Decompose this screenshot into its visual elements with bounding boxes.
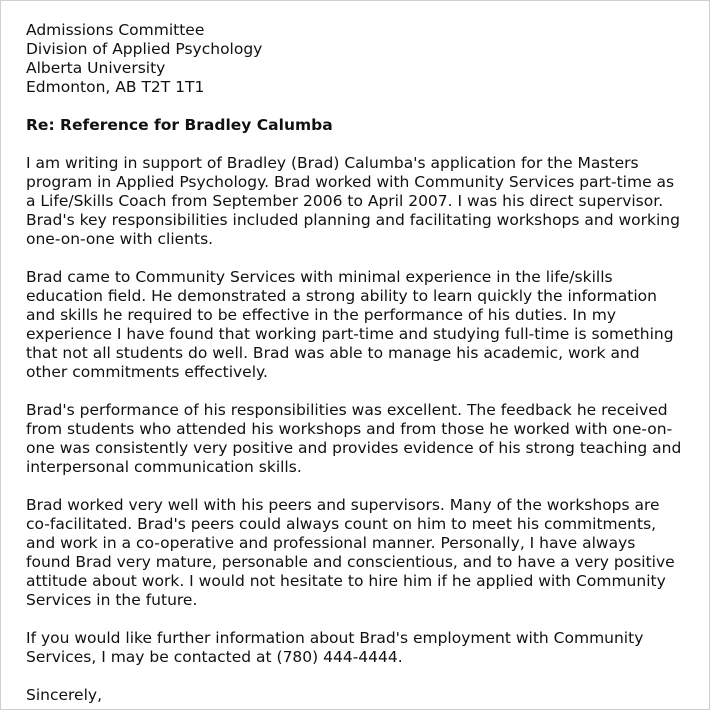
paragraph-line: If you would like further information about Brad's employment with Community <box>26 629 644 647</box>
spacer <box>26 135 692 154</box>
paragraph-3 <box>26 401 692 477</box>
paragraph-line: Brad's performance of his responsibilities was excellent. The feedback he received <box>26 401 668 419</box>
paragraph-line: co-facilitated. Brad's peers could always count on him to meet his commitments, <box>26 515 657 533</box>
address-line: Division of Applied Psychology <box>26 40 263 58</box>
paragraph-line: education field. He demonstrated a strong ability to learn quickly the information <box>26 287 657 305</box>
address-line: Admissions Committee <box>26 21 205 39</box>
paragraph-line: Services in the future. <box>26 591 198 609</box>
spacer <box>26 667 692 686</box>
paragraph-line: attitude about work. I would not hesitate to hire him if he applied with Community <box>26 572 666 590</box>
paragraph-line: other commitments effectively. <box>26 363 268 381</box>
paragraph-line: interpersonal communication skills. <box>26 458 302 476</box>
paragraph-line: Brad worked very well with his peers and supervisors. Many of the workshops are <box>26 496 660 514</box>
paragraph-line: Services, I may be contacted at (780) 444-4444. <box>26 648 403 666</box>
spacer <box>26 477 692 496</box>
paragraph-line: that not all students do well. Brad was able to manage his academic, work and <box>26 344 640 362</box>
recipient-address <box>26 21 692 97</box>
paragraph-line: I am writing in support of Bradley (Brad) Calumba's application for the Masters <box>26 154 639 172</box>
paragraph-line: from students who attended his workshops and from those he worked with one-on- <box>26 420 673 438</box>
paragraph-1 <box>26 154 692 249</box>
spacer <box>26 97 692 116</box>
address-line: Edmonton, AB T2T 1T1 <box>26 78 205 96</box>
paragraph-2 <box>26 268 692 382</box>
subject-line: Re: Reference for Bradley Calumba <box>26 116 333 134</box>
paragraph-line: and skills he required to be effective in the performance of his duties. In my <box>26 306 617 324</box>
paragraph-line: Brad came to Community Services with minimal experience in the life/skills <box>26 268 613 286</box>
closing-salutation: Sincerely, <box>26 686 103 704</box>
paragraph-line: a Life/Skills Coach from September 2006 to April 2007. I was his direct supervisor. <box>26 192 664 210</box>
spacer <box>26 610 692 629</box>
paragraph-line: experience I have found that working part-time and studying full-time is something <box>26 325 674 343</box>
paragraph-line: and work in a co-operative and professional manner. Personally, I have always <box>26 534 636 552</box>
paragraph-line: found Brad very mature, personable and conscientious, and to have a very positive <box>26 553 675 571</box>
paragraph-4 <box>26 496 692 610</box>
paragraph-5 <box>26 629 692 667</box>
spacer <box>26 382 692 401</box>
paragraph-line: one-on-one with clients. <box>26 230 214 248</box>
spacer <box>26 249 692 268</box>
paragraph-line: Brad's key responsibilities included planning and facilitating workshops and working <box>26 211 680 229</box>
paragraph-line: one was consistently very positive and provides evidence of his strong teaching and <box>26 439 682 457</box>
letter-body <box>26 21 692 705</box>
paragraph-line: program in Applied Psychology. Brad worked with Community Services part-time as <box>26 173 675 191</box>
address-line: Alberta University <box>26 59 166 77</box>
